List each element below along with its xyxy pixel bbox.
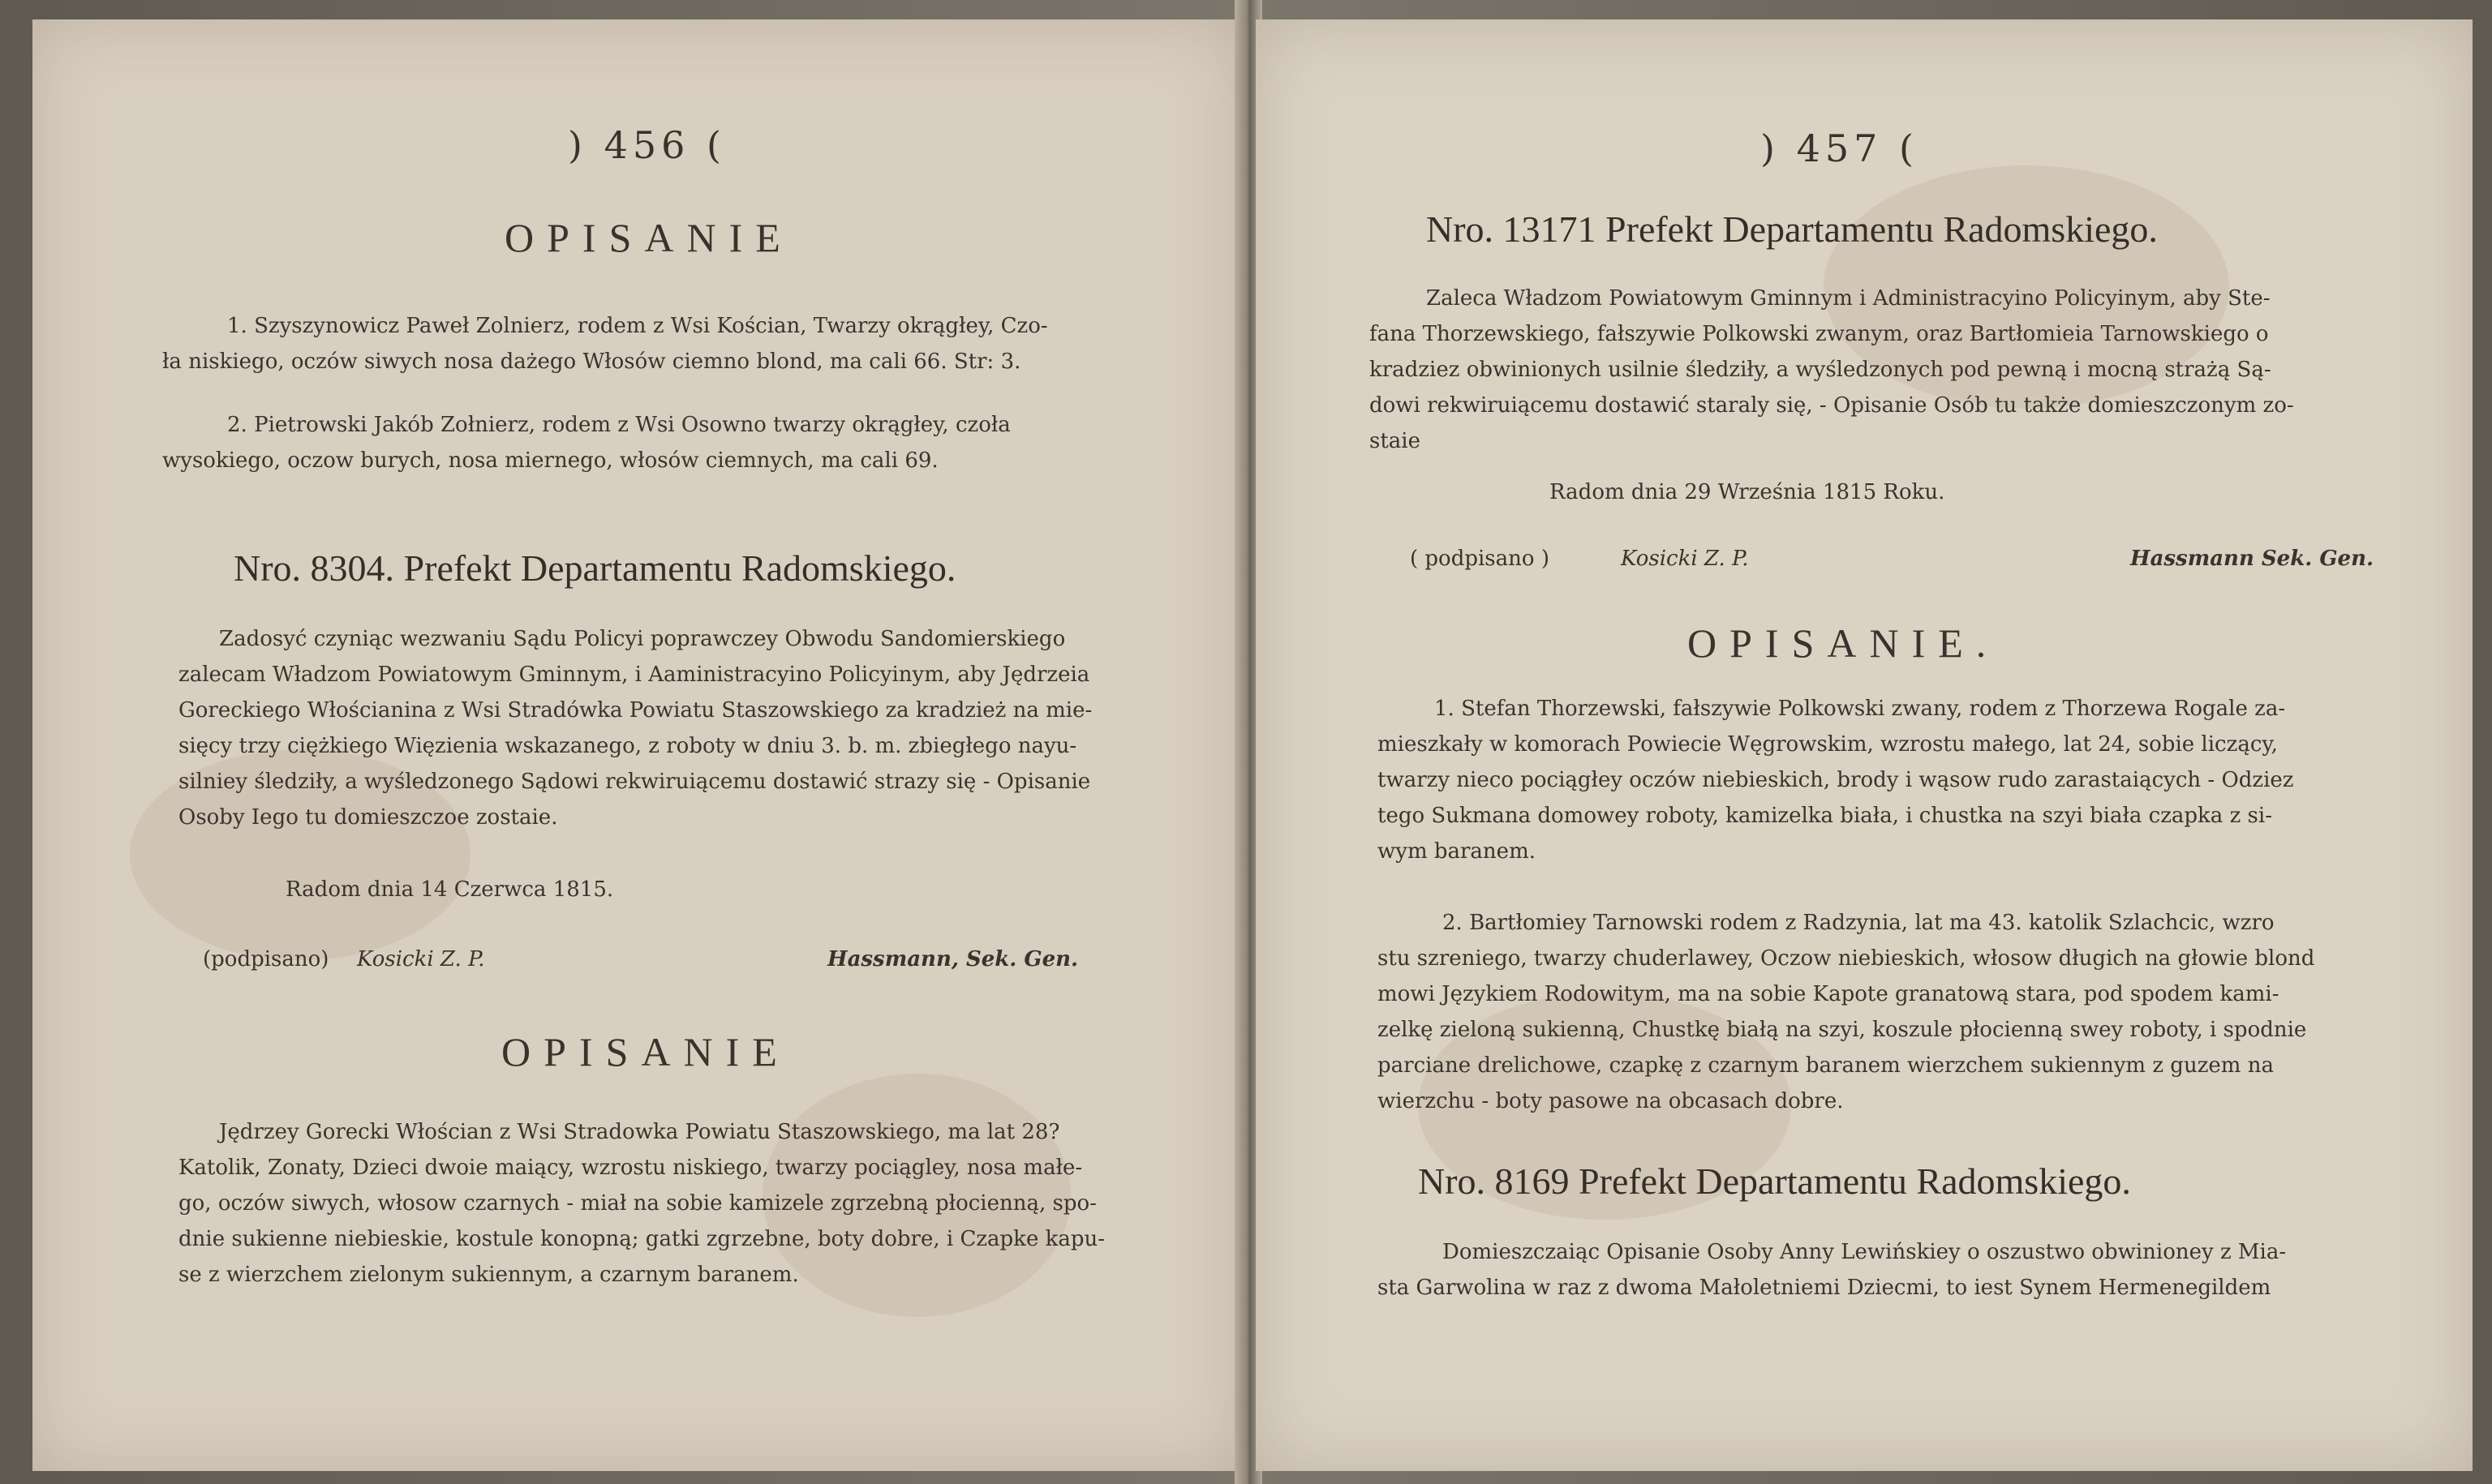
description-item-2	[162, 407, 1184, 478]
section-heading: OPISANIE	[501, 1029, 790, 1074]
text-line: go, oczów siwych, włosow czarnych - miał na sobie kamizele zgrzebną płocienną, spo-	[178, 1191, 1097, 1216]
date-line: Radom dnia 29 Września 1815 Roku.	[1549, 480, 1945, 504]
decree-heading: Nro. 8169 Prefekt Departamentu Radomskiego.	[1418, 1160, 2131, 1202]
decree-paragraph	[1377, 1234, 2424, 1306]
text-line: Jędrzey Gorecki Włościan z Wsi Stradowka Powiatu Staszowskiego, ma lat 28?	[219, 1120, 1060, 1144]
text-line: silniey śledziły, a wyśledzonego Sądowi rekwiruiącemu dostawić strazy się - Opisanie	[178, 770, 1091, 794]
text-line: twarzy nieco pociągłey oczów niebieskich, brody i wąsow rudo zarastaiących - Odziez	[1377, 768, 2294, 792]
text-line: kradziez obwinionych usilnie śledziły, a wyśledzonych pod pewną i mocną strażą Są-	[1369, 358, 2271, 382]
signer-name: Kosicki Z. P.	[357, 947, 485, 971]
text-line: tego Sukmana domowey roboty, kamizelka biała, i chustka na szyi biała czapka z si-	[1377, 804, 2272, 828]
text-line: Zadosyć czyniąc wezwaniu Sądu Policyi poprawczey Obwodu Sandomierskiego	[219, 627, 1066, 651]
decree-paragraph	[178, 621, 1192, 835]
left-page	[32, 19, 1241, 1471]
text-line: 1. Stefan Thorzewski, fałszywie Polkowski zwany, rodem z Thorzewa Rogale za-	[1434, 697, 2286, 721]
signed-label: ( podpisano )	[1410, 547, 1549, 571]
date-line: Radom dnia 14 Czerwca 1815.	[286, 877, 614, 902]
secretary-name: Hassmann, Sek. Gen.	[827, 947, 1079, 971]
text-line: wierzchu - boty pasowe na obcasach dobre.	[1377, 1089, 1844, 1113]
decree-heading: Nro. 13171 Prefekt Departamentu Radomskiego.	[1426, 208, 2158, 250]
text-line: Katolik, Zonaty, Dzieci dwoie maiący, wzrostu niskiego, twarzy pociągley, nosa małe-	[178, 1156, 1083, 1180]
text-line: zalecam Władzom Powiatowym Gminnym, i Aaministracyino Policyinym, aby Jędrzeia	[178, 663, 1090, 687]
page-number: ) 456 (	[568, 123, 726, 167]
section-heading: OPISANIE.	[1687, 620, 2000, 666]
text-line: mieszkały w komorach Powiecie Węgrowskim, wzrostu małego, lat 24, sobie liczący,	[1377, 732, 2278, 757]
text-line: zelkę zieloną sukienną, Chustkę białą na szyi, koszule płocienną swey roboty, i spodnie	[1377, 1018, 2307, 1042]
text-line: Domieszczaiąc Opisanie Osoby Anny Lewińskiey o oszustwo obwinioney z Mia-	[1442, 1240, 2287, 1264]
page-number: ) 457 (	[1760, 127, 1918, 170]
text-line: dowi rekwiruiącemu dostawić staraly się, - Opisanie Osób tu także domieszczonym zo-	[1369, 393, 2294, 418]
decree-heading: Nro. 8304. Prefekt Departamentu Radomskiego.	[234, 547, 956, 589]
text-line: fana Thorzewskiego, fałszywie Polkowski zwanym, oraz Bartłomieia Tarnowskiego o	[1369, 322, 2269, 346]
text-line: stu szreniego, twarzy chuderlawey, Oczow niebieskich, włosow długich na głowie blond	[1377, 946, 2315, 971]
section-heading: OPISANIE	[505, 215, 793, 260]
text-line: Osoby Iego tu domieszczoe zostaie.	[178, 805, 558, 830]
text-line: 2. Bartłomiey Tarnowski rodem z Radzynia, lat ma 43. katolik Szlachcic, wzro	[1442, 911, 2275, 935]
text-line: se z wierzchem zielonym sukiennym, a czarnym baranem.	[178, 1263, 799, 1287]
text-line: 2. Pietrowski Jakób Zołnierz, rodem z Wsi Osowno twarzy okrągłey, czoła	[227, 413, 1011, 437]
text-line: parciane drelichowe, czapkę z czarnym baranem wierzchem sukiennym z guzem na	[1377, 1053, 2274, 1078]
description-item-1	[1377, 691, 2424, 869]
text-line: mowi Językiem Rodowitym, ma na sobie Kapote granatową stara, pod spodem kami-	[1377, 982, 2279, 1006]
text-line: sięcy trzy ciężkiego Więzienia wskazanego, z roboty w dniu 3. b. m. zbiegłego nayu-	[178, 734, 1077, 758]
signed-label: (podpisano)	[203, 947, 329, 971]
signer-name: Kosicki Z. P.	[1621, 547, 1749, 571]
text-line: dnie sukienne niebieskie, kostule konopną; gatki zgrzebne, boty dobre, i Czapke kapu-	[178, 1227, 1106, 1251]
text-line: ła niskiego, oczów siwych nosa dażego Włosów ciemno blond, ma cali 66. Str: 3.	[162, 350, 1021, 374]
text-line: staie	[1369, 429, 1420, 453]
decree-paragraph	[1369, 281, 2424, 459]
secretary-name: Hassmann Sek. Gen.	[2130, 547, 2374, 571]
text-line: wysokiego, oczow burych, nosa miernego, włosów ciemnych, ma cali 69.	[162, 448, 939, 473]
description-item-1	[162, 308, 1184, 380]
text-line: sta Garwolina w raz z dwoma Małoletniemi Dziecmi, to iest Synem Hermenegildem	[1377, 1276, 2271, 1300]
description-paragraph	[178, 1114, 1192, 1293]
description-item-2	[1377, 905, 2424, 1119]
text-line: Goreckiego Włościanina z Wsi Stradówka Powiatu Staszowskiego za kradzież na mie-	[178, 698, 1093, 723]
right-page	[1256, 19, 2473, 1471]
text-line: wym baranem.	[1377, 839, 1536, 864]
text-line: Zaleca Władzom Powiatowym Gminnym i Administracyino Policyinym, aby Ste-	[1426, 286, 2271, 311]
text-line: 1. Szyszynowicz Paweł Zolnierz, rodem z Wsi Kościan, Twarzy okrągłey, Czo-	[227, 314, 1048, 338]
